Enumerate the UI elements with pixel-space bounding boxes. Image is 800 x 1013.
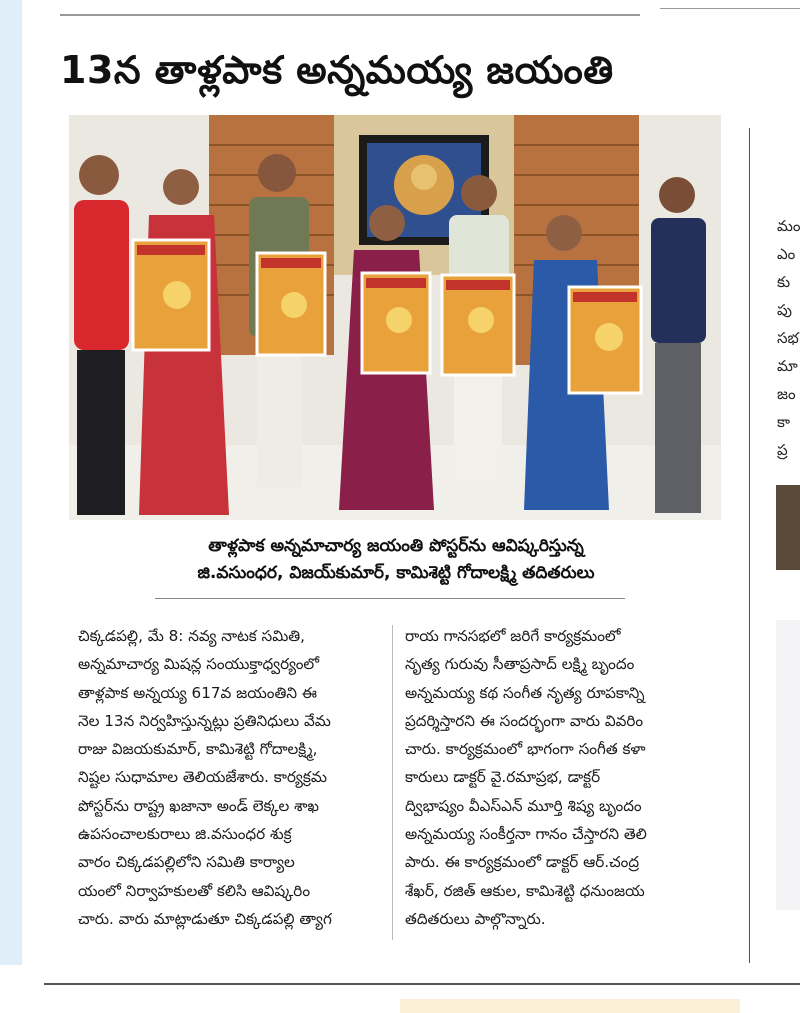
body-line: తాళ్లపాక అన్నయ్య 617వ జయంతిని ఈ (78, 683, 317, 702)
body-line: ఉపసంచాలకురాలు జి.వసుంధర శుక్ర (78, 825, 292, 844)
body-line: రాయ గానసభలో జరిగే కార్యక్రమంలో (405, 627, 621, 645)
adjacent-article-clip (750, 0, 800, 965)
body-line: నృత్య గురువు సీతాప్రసాద్ లక్ష్మి బృందం (405, 655, 635, 674)
event-photo (69, 115, 721, 520)
body-line: పోస్టర్‌ను రాష్ట్ర ఖజానా అండ్ లెక్కల శాఖ (78, 796, 319, 815)
article-body-left-column (78, 622, 384, 933)
body-line: యంలో నిర్వాహకులతో కలిసి ఆవిష్కరిం (78, 881, 311, 900)
body-line: చిక్కడపల్లి, మే 8: నవ్య నాటక సమితి, (78, 627, 305, 645)
body-line: వారం చిక్కడపల్లిలోని సమితి కార్యాల (78, 853, 295, 872)
adjacent-fragment: జం (777, 385, 796, 403)
body-line: రాజు విజయకుమార్, కామిశెట్టి గోదాలక్ష్మి, (78, 740, 318, 759)
body-line: అన్నమాచార్య మిషన్ల సంయుక్తాధ్వర్యంలో (78, 655, 320, 674)
caption-line: తాళ్లపాక అన్నమాచార్య జయంతి పోస్టర్‌ను ఆవిష్కరిస్తున్న (208, 536, 584, 556)
body-line: ద్విభాష్యం వీఎస్ఎన్ మూర్తి శిష్య బృందం (405, 796, 642, 815)
next-article-teaser-strip (400, 999, 740, 1013)
body-line: చారు. వారు మాట్లాడుతూ చిక్కడపల్లి త్యాగ (78, 909, 332, 928)
body-line: ప్రదర్శిస్తారని ఈ సందర్భంగా వారు వివరిం (405, 711, 644, 730)
adjacent-fragment: ప్ర (777, 441, 788, 459)
caption-line: జి.వసుంధర, విజయ్‌కుమార్, కామిశెట్టి గోదాలక్ష్మి తదితరులు (197, 563, 595, 583)
body-line: తదితరులు పాల్గొన్నారు. (405, 909, 546, 928)
adjacent-fragment: సభ (777, 329, 799, 347)
adjacent-fragment: పు (777, 301, 792, 319)
adjacent-fragment: మం (777, 217, 800, 235)
article-body-right-column (405, 622, 725, 933)
body-line: నెల 13న నిర్వహిస్తున్నట్లు ప్రతినిధులు వేమ (78, 711, 331, 730)
body-line: కారులు డాక్టర్ వై.రమాప్రభ, డాక్టర్ (405, 768, 601, 787)
body-line: చారు. కార్యక్రమంలో భాగంగా సంగీత కళా (405, 740, 646, 759)
adjacent-fragment: కు (777, 273, 791, 291)
adjacent-fragment: ఎం (777, 245, 796, 263)
body-line: అన్నమయ్య కథ సంగీత నృత్య రూపకాన్ని (405, 683, 645, 702)
body-line: పారు. ఈ కార్యక్రమంలో డాక్టర్ ఆర్.చంద్ర (405, 853, 640, 872)
adjacent-image-fragment (776, 620, 800, 910)
adjacent-photo-thumbnail (776, 485, 800, 570)
top-rule (60, 14, 640, 16)
body-line: నిష్టల సుధామాల తెలియజేశారు. కార్యక్రమ (78, 768, 327, 787)
bottom-rule (44, 983, 800, 985)
body-line: అన్నమయ్య సంకీర్తనా గానం చేస్తారని తెలి (405, 825, 647, 844)
adjacent-fragment: మా (777, 357, 798, 375)
adjacent-fragment: కా (777, 413, 791, 431)
page-margin-strip (0, 0, 22, 965)
caption-divider (155, 598, 625, 599)
article-headline: 13న తాళ్లపాక అన్నమయ్య జయంతి (60, 48, 614, 92)
body-line: శేఖర్, రజిత్ ఆకుల, కామిశెట్టి ధనుంజయ (405, 881, 645, 900)
column-divider (392, 625, 393, 940)
photo-caption (70, 533, 722, 587)
